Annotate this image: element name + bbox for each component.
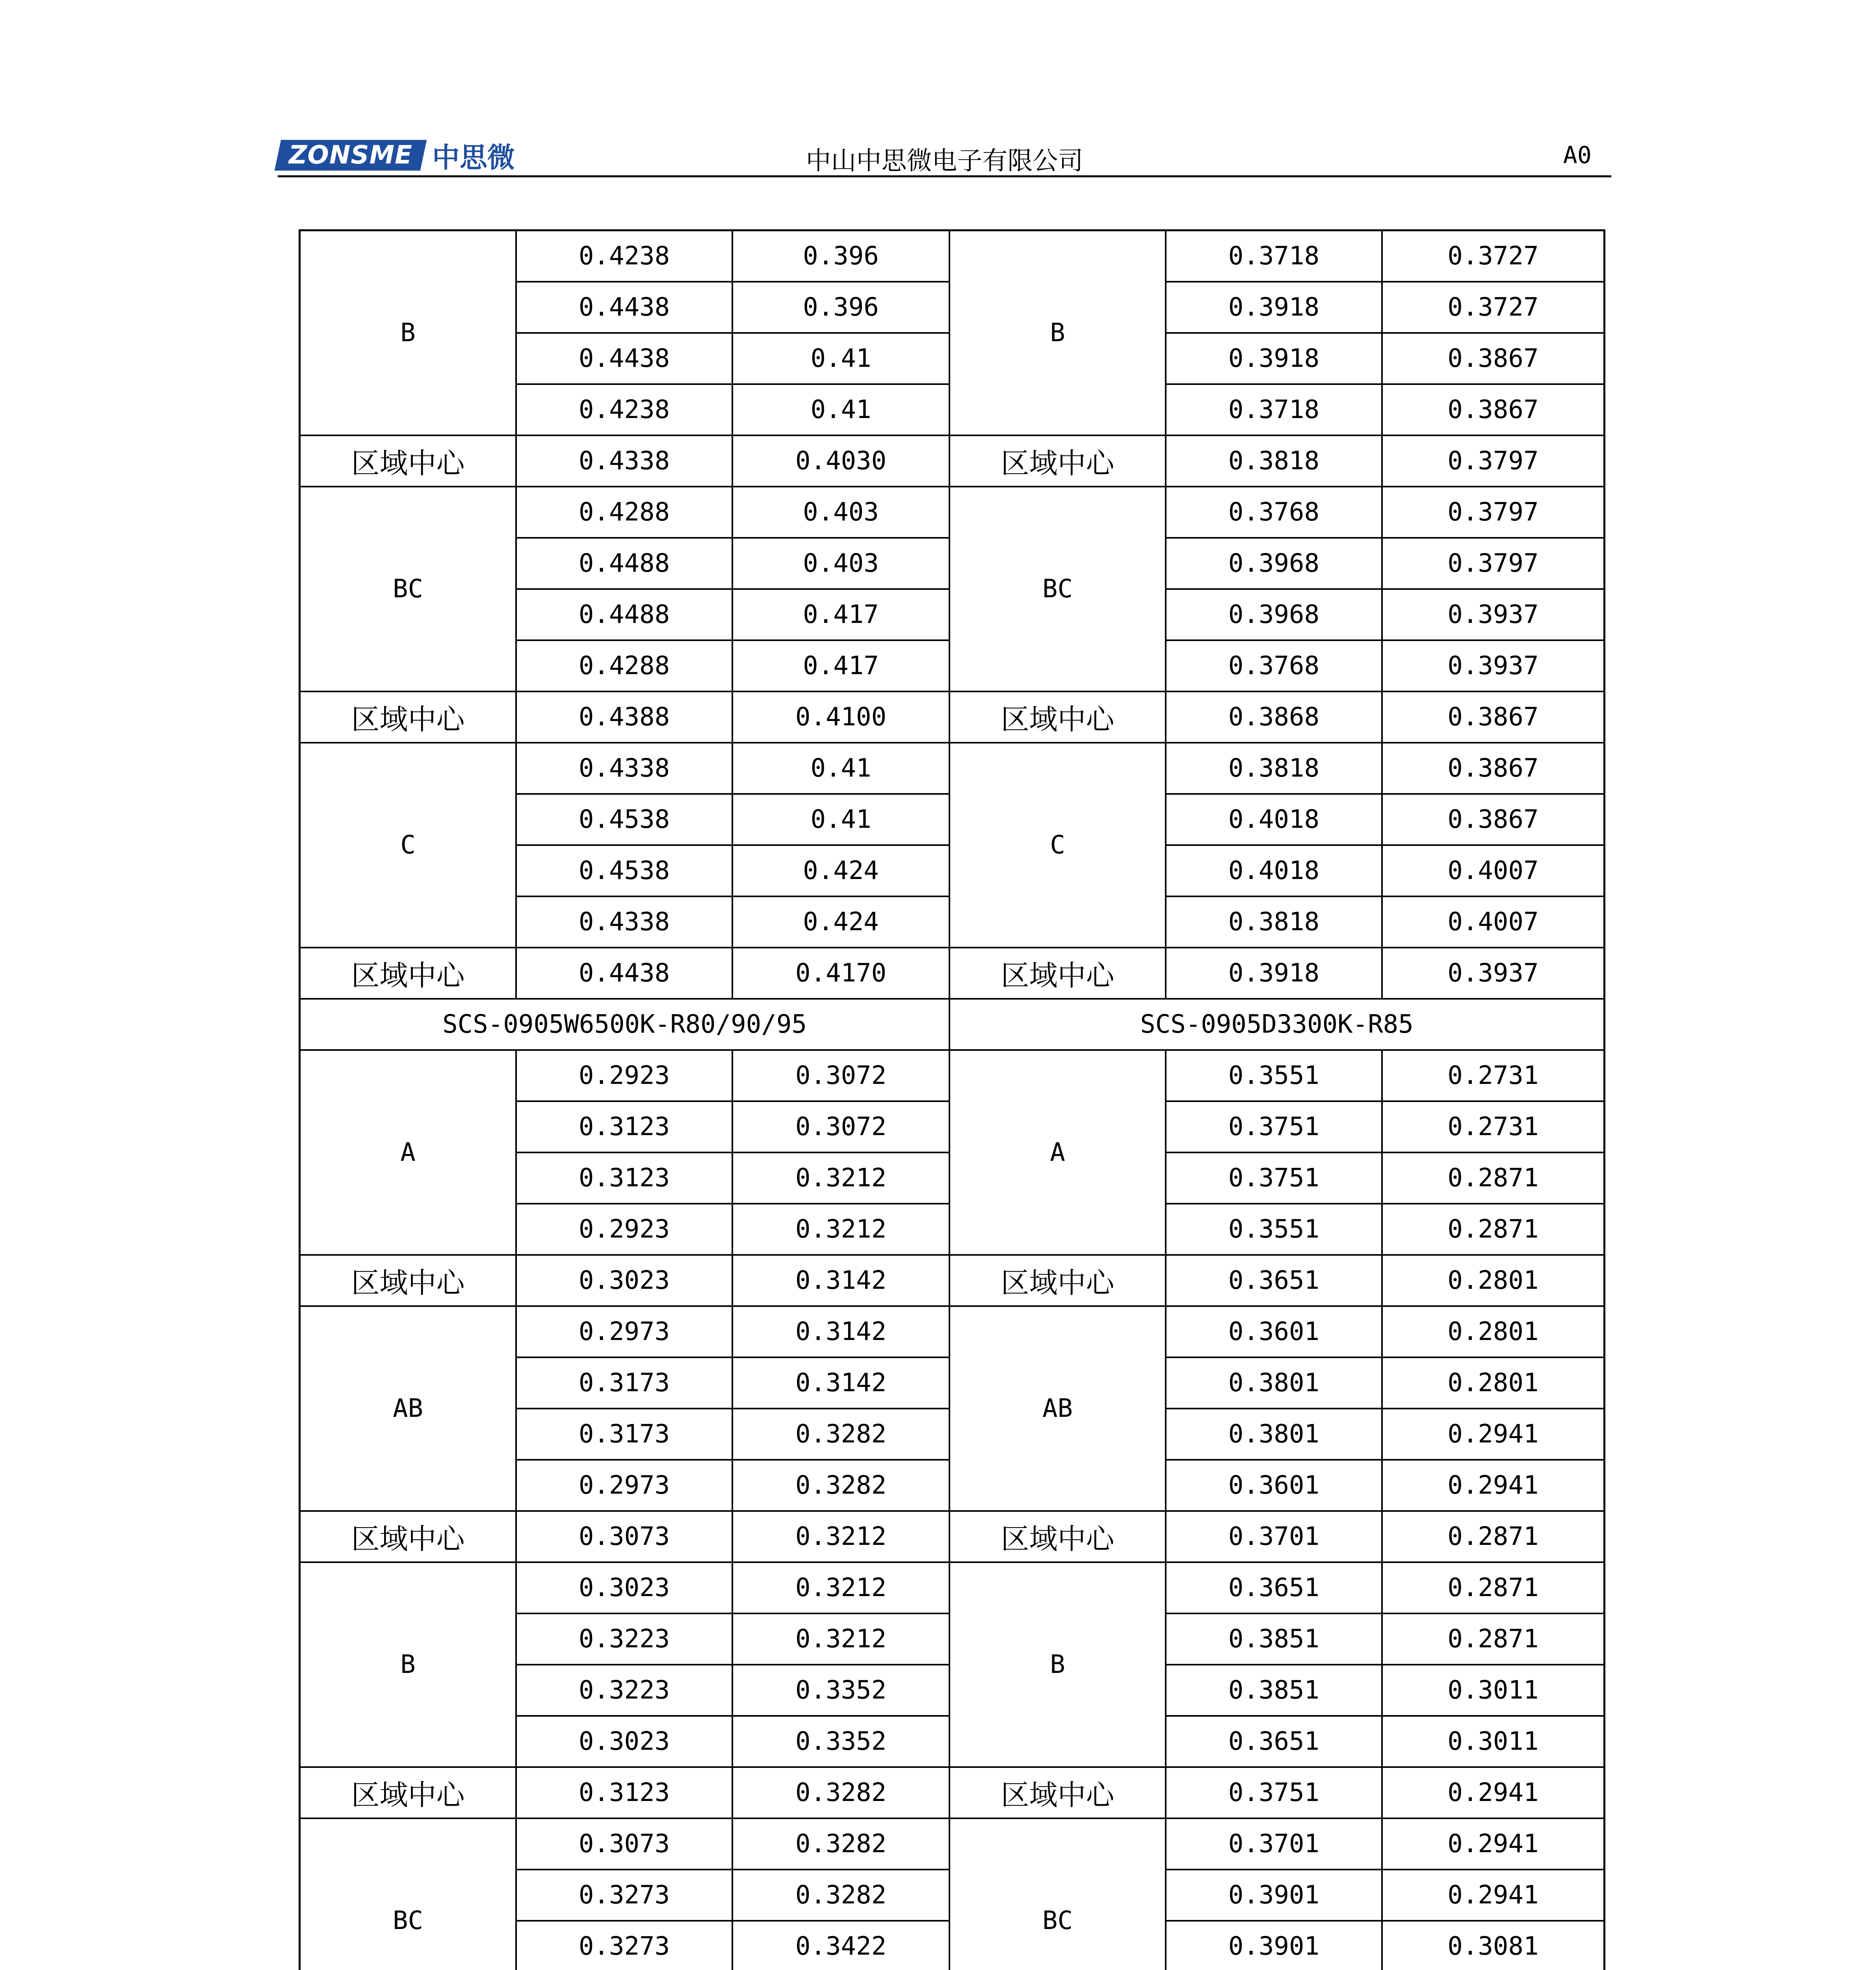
center-label-right: 区域中心 — [950, 1256, 1166, 1307]
y-value-right: 0.3727 — [1383, 231, 1603, 282]
y-value-left: 0.3142 — [733, 1256, 950, 1307]
x-value-right: 0.3718 — [1166, 231, 1383, 282]
bin-label-right: B — [950, 231, 1166, 436]
y-value-right: 0.2871 — [1383, 1614, 1603, 1665]
bin-label-right: BC — [950, 487, 1166, 692]
section-title-left: SCS-0905W6500K-R80/90/95 — [301, 1000, 950, 1051]
x-value-left: 0.2973 — [517, 1307, 733, 1358]
y-value-right: 0.3797 — [1383, 487, 1603, 539]
x-value-right: 0.4018 — [1166, 846, 1383, 897]
page-header — [278, 136, 1611, 177]
y-value-right: 0.2731 — [1383, 1102, 1603, 1153]
x-value-right: 0.3851 — [1166, 1665, 1383, 1717]
x-value-right: 0.3601 — [1166, 1461, 1383, 1512]
center-label-right: 区域中心 — [950, 1768, 1166, 1819]
y-value-left: 0.3422 — [733, 1922, 950, 1970]
y-value-left: 0.41 — [733, 743, 950, 795]
y-value-right: 0.4007 — [1383, 897, 1603, 948]
x-value-left: 0.4338 — [517, 897, 733, 948]
y-value-left: 0.3142 — [733, 1358, 950, 1409]
y-value-right: 0.3797 — [1383, 436, 1603, 487]
bin-label-left: BC — [301, 1819, 517, 1970]
y-value-left: 0.403 — [733, 539, 950, 590]
x-value-left: 0.3123 — [517, 1102, 733, 1153]
logo-text: ZONSME — [289, 141, 412, 170]
center-label-right: 区域中心 — [950, 692, 1166, 743]
document-code: A0 — [1563, 141, 1592, 169]
y-value-left: 0.3212 — [733, 1563, 950, 1614]
x-value-left: 0.4338 — [517, 743, 733, 795]
x-value-left: 0.4338 — [517, 436, 733, 487]
y-value-right: 0.3011 — [1383, 1665, 1603, 1717]
x-value-left: 0.3223 — [517, 1665, 733, 1717]
bin-label-right: C — [950, 743, 1166, 948]
x-value-right: 0.3851 — [1166, 1614, 1383, 1665]
x-value-right: 0.3968 — [1166, 539, 1383, 590]
y-value-left: 0.424 — [733, 846, 950, 897]
y-value-right: 0.3867 — [1383, 795, 1603, 846]
x-value-right: 0.3651 — [1166, 1256, 1383, 1307]
y-value-right: 0.2941 — [1383, 1768, 1603, 1819]
x-value-left: 0.4438 — [517, 334, 733, 385]
y-value-left: 0.3212 — [733, 1512, 950, 1563]
x-value-left: 0.4538 — [517, 846, 733, 897]
y-value-left: 0.4170 — [733, 948, 950, 1000]
x-value-right: 0.3768 — [1166, 487, 1383, 539]
y-value-right: 0.3937 — [1383, 948, 1603, 1000]
bin-label-left: A — [301, 1051, 517, 1256]
y-value-left: 0.396 — [733, 282, 950, 334]
x-value-right: 0.3818 — [1166, 436, 1383, 487]
y-value-right: 0.3867 — [1383, 385, 1603, 436]
x-value-right: 0.3818 — [1166, 897, 1383, 948]
y-value-right: 0.2871 — [1383, 1204, 1603, 1256]
center-label-right: 区域中心 — [950, 436, 1166, 487]
x-value-right: 0.3551 — [1166, 1051, 1383, 1102]
y-value-left: 0.3212 — [733, 1614, 950, 1665]
x-value-left: 0.3173 — [517, 1358, 733, 1409]
x-value-right: 0.3751 — [1166, 1102, 1383, 1153]
x-value-left: 0.2923 — [517, 1051, 733, 1102]
bin-label-left: AB — [301, 1307, 517, 1512]
x-value-right: 0.4018 — [1166, 795, 1383, 846]
x-value-left: 0.3023 — [517, 1563, 733, 1614]
center-label-left: 区域中心 — [301, 692, 517, 743]
y-value-left: 0.417 — [733, 641, 950, 692]
y-value-right: 0.2941 — [1383, 1819, 1603, 1870]
x-value-left: 0.3073 — [517, 1512, 733, 1563]
y-value-right: 0.2801 — [1383, 1256, 1603, 1307]
x-value-left: 0.4288 — [517, 641, 733, 692]
center-label-left: 区域中心 — [301, 1768, 517, 1819]
y-value-right: 0.3867 — [1383, 692, 1603, 743]
y-value-right: 0.2871 — [1383, 1512, 1603, 1563]
x-value-left: 0.3023 — [517, 1256, 733, 1307]
y-value-left: 0.3352 — [733, 1717, 950, 1768]
x-value-left: 0.2973 — [517, 1461, 733, 1512]
x-value-left: 0.3123 — [517, 1153, 733, 1204]
y-value-left: 0.417 — [733, 590, 950, 641]
x-value-right: 0.3768 — [1166, 641, 1383, 692]
chromaticity-table — [299, 229, 1605, 1970]
x-value-left: 0.3123 — [517, 1768, 733, 1819]
bin-label-left: C — [301, 743, 517, 948]
x-value-left: 0.4438 — [517, 948, 733, 1000]
x-value-right: 0.3651 — [1166, 1563, 1383, 1614]
x-value-right: 0.3868 — [1166, 692, 1383, 743]
y-value-left: 0.3072 — [733, 1102, 950, 1153]
y-value-right: 0.3937 — [1383, 641, 1603, 692]
company-name: 中山中思微电子有限公司 — [806, 147, 1083, 176]
y-value-right: 0.2871 — [1383, 1153, 1603, 1204]
x-value-right: 0.3651 — [1166, 1717, 1383, 1768]
x-value-right: 0.3751 — [1166, 1153, 1383, 1204]
y-value-right: 0.3081 — [1383, 1922, 1603, 1970]
x-value-right: 0.3801 — [1166, 1409, 1383, 1461]
y-value-left: 0.3212 — [733, 1153, 950, 1204]
y-value-left: 0.403 — [733, 487, 950, 539]
y-value-right: 0.3867 — [1383, 743, 1603, 795]
logo-cn-text: 中思微 — [432, 141, 515, 174]
bin-label-right: A — [950, 1051, 1166, 1256]
bin-label-left: B — [301, 1563, 517, 1768]
y-value-right: 0.2871 — [1383, 1563, 1603, 1614]
bin-label-right: B — [950, 1563, 1166, 1768]
y-value-left: 0.3352 — [733, 1665, 950, 1717]
y-value-left: 0.396 — [733, 231, 950, 282]
x-value-left: 0.3173 — [517, 1409, 733, 1461]
y-value-left: 0.3142 — [733, 1307, 950, 1358]
x-value-right: 0.3801 — [1166, 1358, 1383, 1409]
center-label-right: 区域中心 — [950, 948, 1166, 1000]
y-value-left: 0.424 — [733, 897, 950, 948]
y-value-right: 0.2941 — [1383, 1461, 1603, 1512]
x-value-left: 0.3273 — [517, 1922, 733, 1970]
x-value-left: 0.4238 — [517, 385, 733, 436]
x-value-left: 0.4538 — [517, 795, 733, 846]
y-value-left: 0.3212 — [733, 1204, 950, 1256]
y-value-left: 0.4100 — [733, 692, 950, 743]
bin-label-right: BC — [950, 1819, 1166, 1970]
y-value-left: 0.3072 — [733, 1051, 950, 1102]
x-value-left: 0.4388 — [517, 692, 733, 743]
x-value-right: 0.3901 — [1166, 1870, 1383, 1922]
x-value-right: 0.3601 — [1166, 1307, 1383, 1358]
section-title-right: SCS-0905D3300K-R85 — [950, 1000, 1603, 1051]
x-value-right: 0.3918 — [1166, 948, 1383, 1000]
x-value-left: 0.3023 — [517, 1717, 733, 1768]
y-value-right: 0.4007 — [1383, 846, 1603, 897]
x-value-right: 0.3751 — [1166, 1768, 1383, 1819]
y-value-left: 0.3282 — [733, 1409, 950, 1461]
y-value-right: 0.2801 — [1383, 1358, 1603, 1409]
y-value-right: 0.3937 — [1383, 590, 1603, 641]
x-value-right: 0.3918 — [1166, 282, 1383, 334]
bin-label-left: B — [301, 231, 517, 436]
center-label-left: 区域中心 — [301, 1512, 517, 1563]
y-value-left: 0.3282 — [733, 1870, 950, 1922]
x-value-left: 0.2923 — [517, 1204, 733, 1256]
y-value-right: 0.3867 — [1383, 334, 1603, 385]
x-value-right: 0.3901 — [1166, 1922, 1383, 1970]
x-value-left: 0.4288 — [517, 487, 733, 539]
bin-label-right: AB — [950, 1307, 1166, 1512]
y-value-right: 0.2801 — [1383, 1307, 1603, 1358]
y-value-right: 0.2941 — [1383, 1870, 1603, 1922]
center-label-right: 区域中心 — [950, 1512, 1166, 1563]
y-value-right: 0.2941 — [1383, 1409, 1603, 1461]
x-value-right: 0.3718 — [1166, 385, 1383, 436]
y-value-left: 0.3282 — [733, 1461, 950, 1512]
x-value-left: 0.4438 — [517, 282, 733, 334]
y-value-left: 0.3282 — [733, 1819, 950, 1870]
x-value-right: 0.3968 — [1166, 590, 1383, 641]
y-value-left: 0.41 — [733, 334, 950, 385]
x-value-right: 0.3701 — [1166, 1819, 1383, 1870]
x-value-left: 0.3073 — [517, 1819, 733, 1870]
center-label-left: 区域中心 — [301, 948, 517, 1000]
y-value-right: 0.3727 — [1383, 282, 1603, 334]
center-label-left: 区域中心 — [301, 436, 517, 487]
center-label-left: 区域中心 — [301, 1256, 517, 1307]
y-value-right: 0.3011 — [1383, 1717, 1603, 1768]
x-value-left: 0.4238 — [517, 231, 733, 282]
x-value-right: 0.3918 — [1166, 334, 1383, 385]
y-value-left: 0.41 — [733, 385, 950, 436]
x-value-left: 0.4488 — [517, 539, 733, 590]
y-value-right: 0.3797 — [1383, 539, 1603, 590]
x-value-left: 0.3223 — [517, 1614, 733, 1665]
x-value-right: 0.3701 — [1166, 1512, 1383, 1563]
x-value-right: 0.3818 — [1166, 743, 1383, 795]
y-value-right: 0.2731 — [1383, 1051, 1603, 1102]
x-value-right: 0.3551 — [1166, 1204, 1383, 1256]
y-value-left: 0.4030 — [733, 436, 950, 487]
y-value-left: 0.3282 — [733, 1768, 950, 1819]
x-value-left: 0.4488 — [517, 590, 733, 641]
y-value-left: 0.41 — [733, 795, 950, 846]
bin-label-left: BC — [301, 487, 517, 692]
x-value-left: 0.3273 — [517, 1870, 733, 1922]
